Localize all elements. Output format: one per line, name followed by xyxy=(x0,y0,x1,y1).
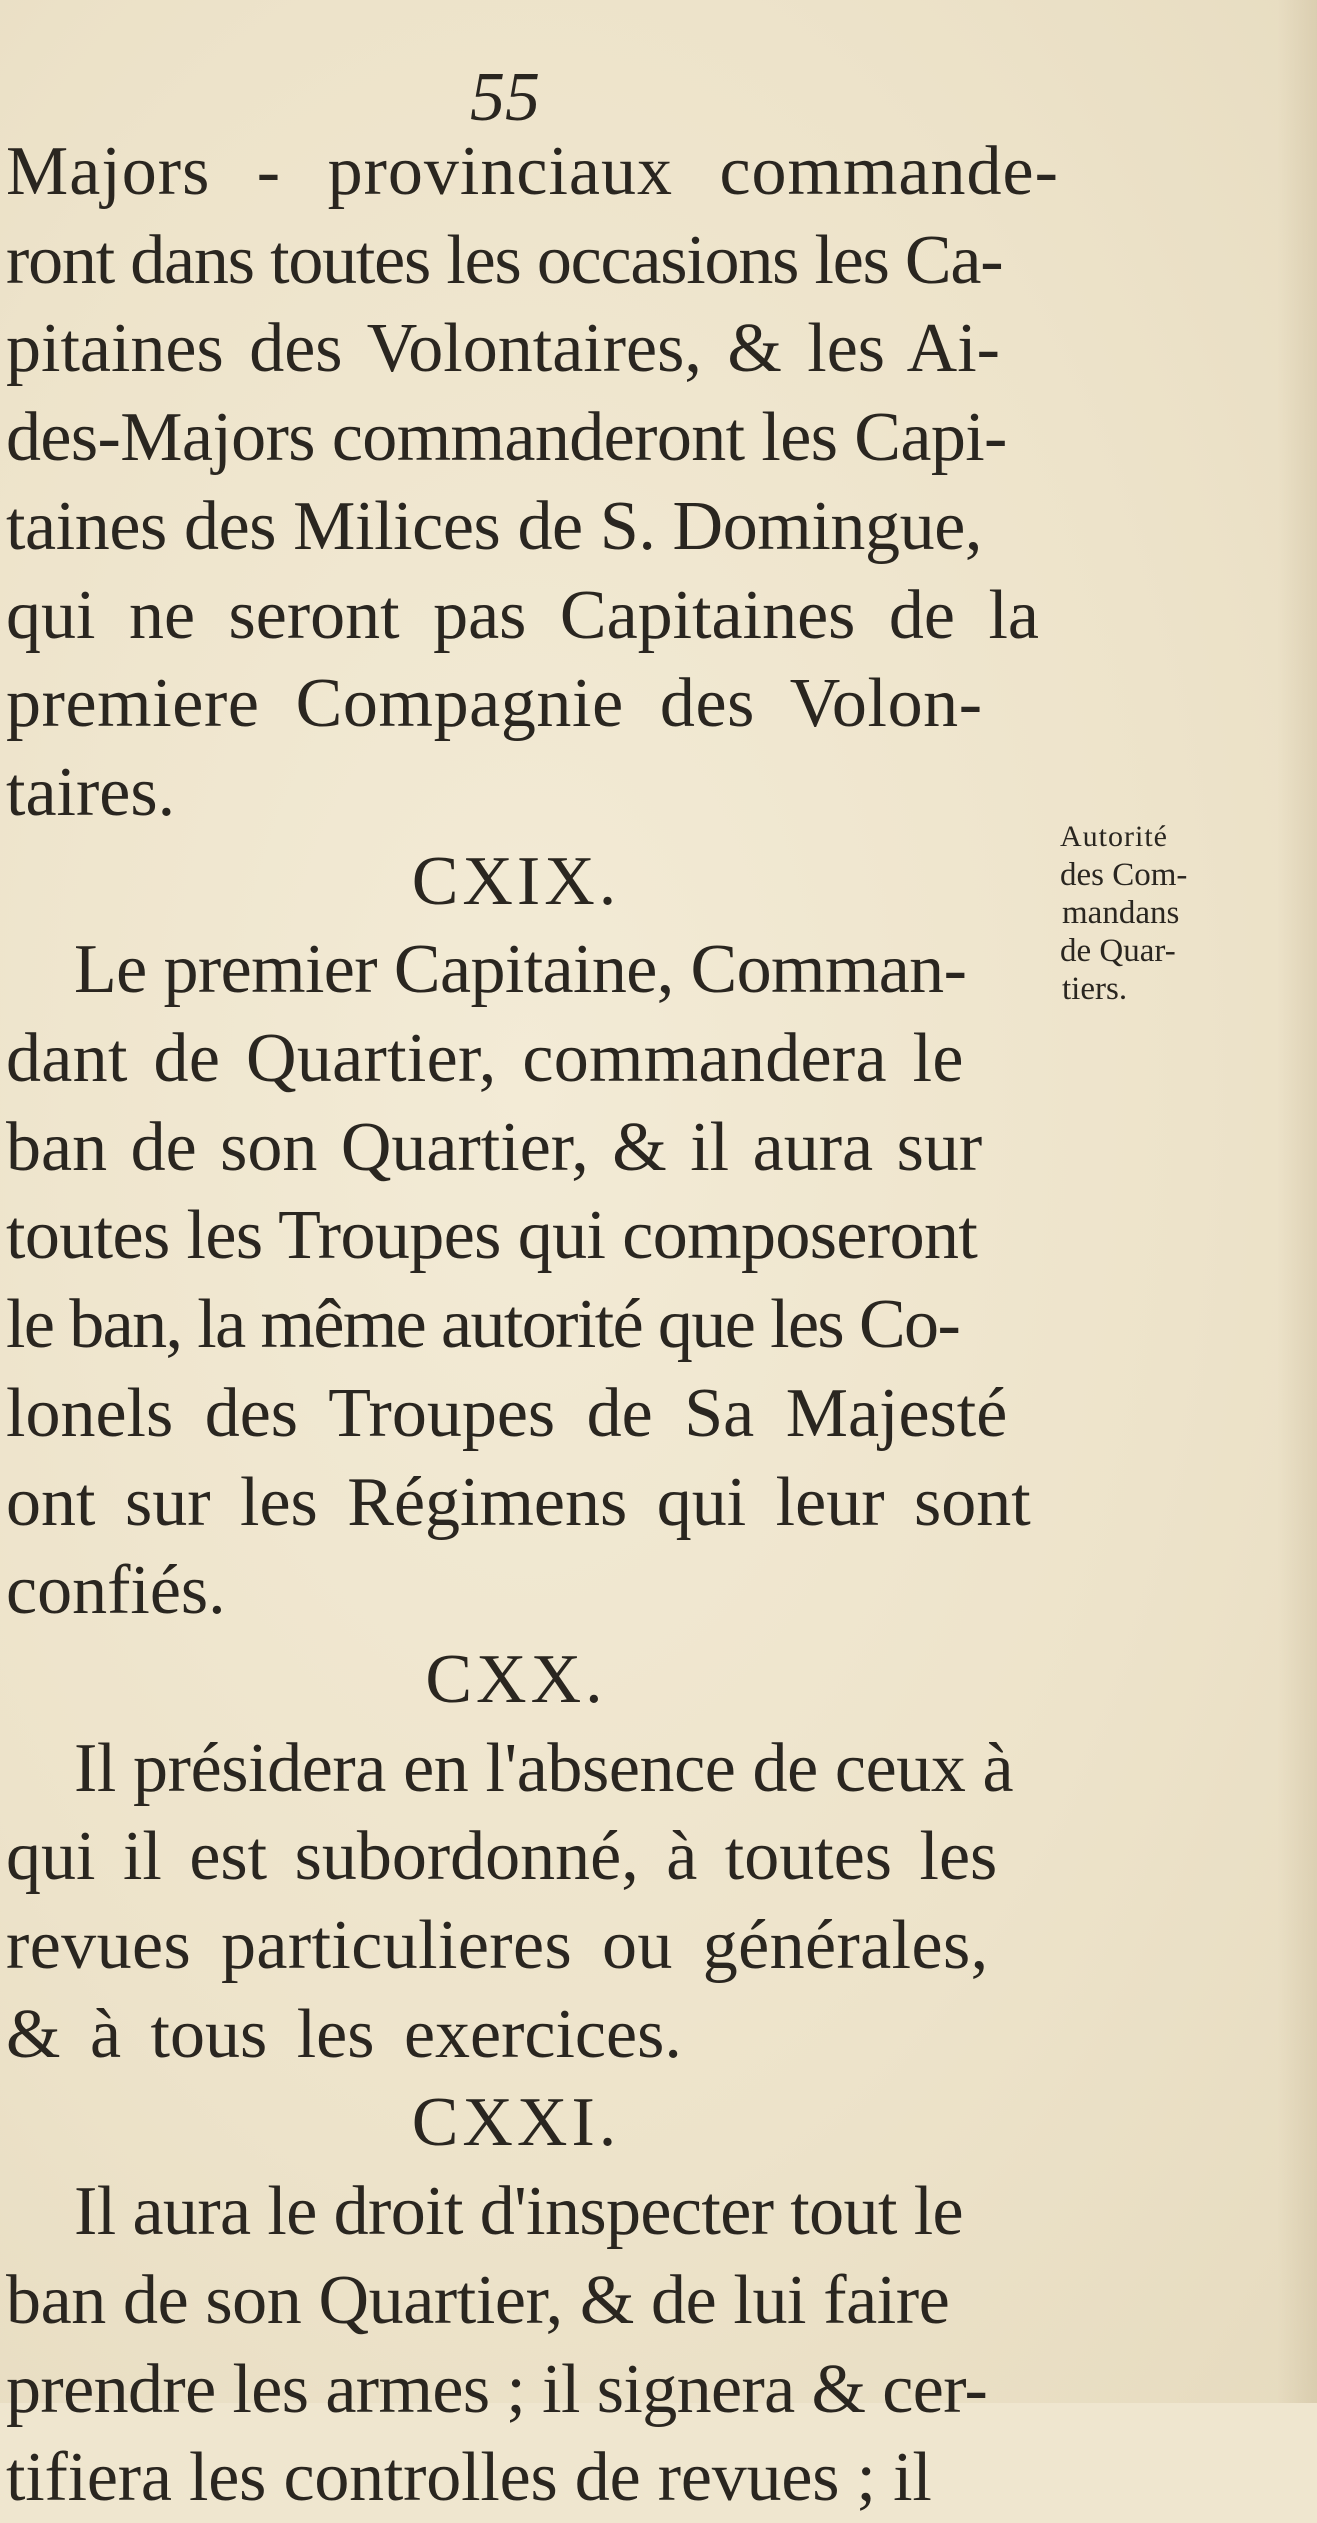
margin-note-line: tiers. xyxy=(1062,971,1128,1007)
text-line: Il aura le droit d'inspecter tout le xyxy=(74,2173,964,2251)
text-line: Majors - provinciaux commande- xyxy=(6,133,1059,210)
margin-note-line: des Com- xyxy=(1060,857,1188,893)
text-line: confiés. xyxy=(6,1552,226,1630)
text-line: lonels des Troupes de Sa Majesté xyxy=(6,1374,1008,1452)
text-line: ban de son Quartier, & de lui faire xyxy=(6,2261,950,2339)
text-line: qui il est subordonné, à toutes les xyxy=(6,1818,998,1896)
margin-note xyxy=(1060,818,1300,1008)
text-line: taines des Milices de S. Domingue, xyxy=(6,487,982,565)
section-heading-cxix: CXIX. xyxy=(411,842,621,920)
page-edge-shadow xyxy=(1277,0,1317,2403)
margin-note-line: mandans xyxy=(1062,895,1180,931)
margin-note-line: Autorité xyxy=(1060,820,1168,853)
text-line: tifiera les controlles de revues ; il xyxy=(6,2439,932,2517)
body-text xyxy=(6,128,1059,2523)
text-line: Le premier Capitaine, Comman- xyxy=(74,931,967,1009)
text-line: & à tous les exercices. xyxy=(6,1995,682,2073)
text-line: ont sur les Régimens qui leur sont xyxy=(6,1463,1031,1541)
text-line: taires. xyxy=(6,753,176,831)
text-line: pitaines des Volontaires, & les Ai- xyxy=(6,310,1000,388)
text-line: revues particulieres ou générales, xyxy=(6,1907,989,1985)
text-line: toutes les Troupes qui composeront xyxy=(6,1197,978,1275)
section-heading-cxx: CXX. xyxy=(425,1640,607,1718)
text-line: premiere Compagnie des Volon- xyxy=(6,665,983,743)
section-heading-cxxi: CXXI. xyxy=(411,2084,621,2162)
text-line: ront dans toutes les occasions les Ca- xyxy=(6,221,1003,299)
text-line: le ban, la même autorité que les Co- xyxy=(6,1286,960,1364)
text-line: prendre les armes ; il signera & cer- xyxy=(6,2350,988,2428)
text-line: Il présidera en l'absence de ceux à xyxy=(74,1729,1014,1807)
text-line: des-Majors commanderont les Capi- xyxy=(6,399,1007,477)
text-line: ban de son Quartier, & il aura sur xyxy=(6,1108,983,1186)
text-line: qui ne seront pas Capitaines de la xyxy=(6,576,1039,654)
margin-note-line: de Quar- xyxy=(1060,933,1176,969)
text-line: dant de Quartier, commandera le xyxy=(6,1020,964,1098)
page-number: 55 xyxy=(470,59,540,136)
